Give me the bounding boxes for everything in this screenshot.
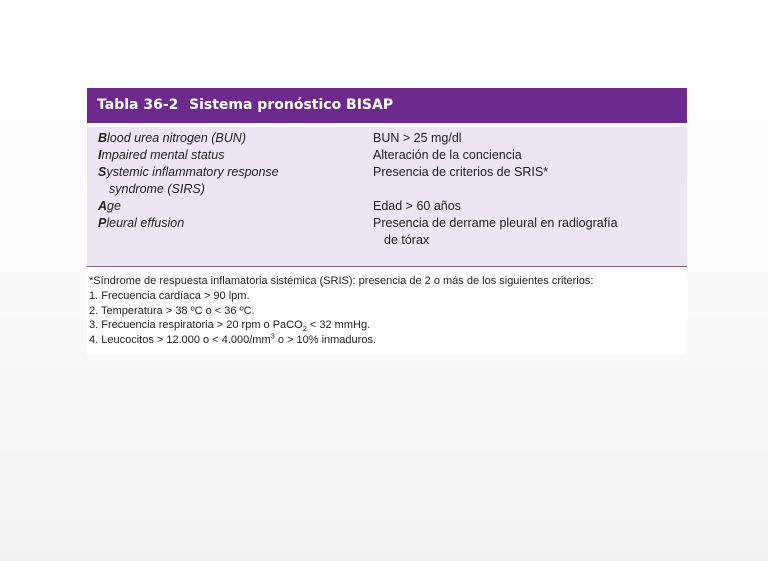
table-number: Tabla 36-2 — [97, 97, 179, 113]
footnote-item-text: < 32 mmHg. — [306, 319, 371, 332]
criterion-value — [373, 215, 673, 249]
criterion-text: lood urea nitrogen (BUN) — [107, 131, 246, 145]
criteria-panel — [87, 127, 687, 267]
criterion-initial: I — [98, 148, 102, 162]
footnote-item-text: o > 10% inmaduros. — [274, 334, 376, 347]
criterion-text-continuation: syndrome (SIRS) — [109, 182, 205, 196]
criterion-value-text: Edad > 60 años — [373, 199, 461, 213]
table-title: Sistema pronóstico BISAP — [189, 97, 394, 113]
criterion-initial: A — [98, 199, 108, 213]
footnote-item — [89, 318, 685, 333]
criterion-text: mpaired mental status — [101, 148, 225, 162]
criterion-value — [373, 130, 673, 147]
footnote-item-text: 3. Frecuencia respiratoria > 20 rpm o PaCO — [89, 319, 303, 332]
criterion-initial: B — [98, 131, 108, 145]
criterion-label — [98, 164, 358, 198]
criterion-label — [98, 130, 358, 147]
footnote-item: 2. Temperatura > 38 ºC o < 36 ºC. — [89, 304, 255, 317]
footnote-item — [89, 333, 685, 348]
bisap-table — [87, 88, 687, 354]
footnote-superscript: 3 — [270, 331, 275, 341]
criterion-label — [98, 215, 358, 232]
criterion-value — [373, 164, 673, 181]
criterion-text: ystemic inflammatory response — [106, 165, 279, 179]
criterion-text: leural effusion — [106, 216, 185, 230]
criterion-initial: S — [98, 165, 107, 179]
criterion-text: ge — [107, 199, 121, 213]
criterion-value-text: BUN > 25 mg/dl — [373, 131, 462, 145]
footnote-item-text: 4. Leucocitos > 12.000 o < 4.000/mm — [89, 334, 271, 347]
criterion-initial: P — [98, 216, 107, 230]
criterion-value — [373, 198, 673, 215]
criterion-value-continuation: de tórax — [384, 233, 430, 247]
table-header — [87, 88, 687, 123]
criterion-value-text: Presencia de derrame pleural en radiografía — [373, 216, 618, 230]
criterion-value — [373, 147, 673, 164]
table-footnote — [89, 274, 685, 348]
criterion-value-text: Presencia de criterios de SRIS* — [373, 165, 549, 179]
footnote-subscript: 2 — [302, 324, 307, 334]
footnote-intro: *Síndrome de respuesta inflamatoria sistémica (SRIS): presencia de 2 o más de los siguientes criterios: — [89, 275, 594, 287]
criterion-label — [98, 147, 358, 164]
criterion-label — [98, 198, 358, 215]
criterion-value-text: Alteración de la conciencia — [373, 148, 522, 162]
footnote-item: 1. Frecuencia cardíaca > 90 lpm. — [89, 289, 250, 302]
